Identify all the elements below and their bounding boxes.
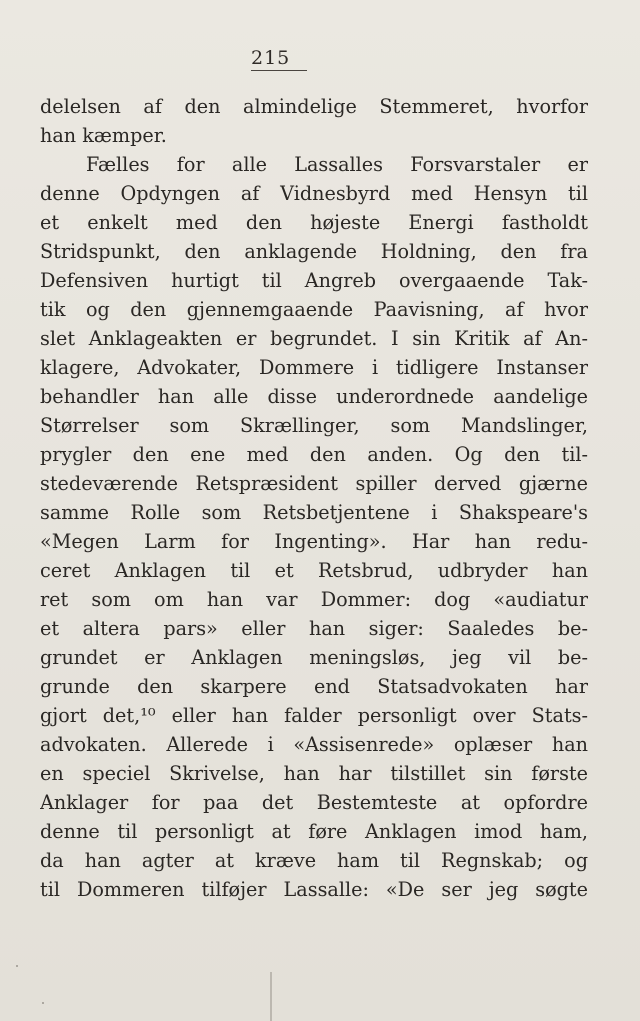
text-line: behandler han alle disse underordnede aandelige [40,385,588,408]
text-line: grundet er Anklagen meningsløs, jeg vil be- [40,646,588,669]
text-line: tik og den gjennemgaaende Paavisning, af hvor [40,298,588,321]
text-line: prygler den ene med den anden. Og den til- [40,443,588,466]
text-line: denne Opdyngen af Vidnesbyrd med Hensyn til [40,182,588,205]
paper-speck [16,965,18,967]
text-line: denne til personligt at føre Anklagen imod ham, [40,820,588,843]
text-line: «Megen Larm for Ingenting». Har han redu- [40,530,588,553]
text-line: da han agter at kræve ham til Regnskab; og [40,849,588,872]
text-line: et enkelt med den højeste Energi fastholdt [40,211,588,234]
paper-speck [42,1002,44,1004]
text-line: gjort det,¹⁰ eller han falder personligt over Stats- [40,704,588,727]
text-line: Størrelser som Skrællinger, som Mandslinger, [40,414,588,437]
text-line: et altera pars» eller han siger: Saaledes be- [40,617,588,640]
text-line: samme Rolle som Retsbetjentene i Shakspeare's [40,501,588,524]
text-line: Stridspunkt, den anklagende Holdning, den fra [40,240,588,263]
text-line: slet Anklageakten er begrundet. I sin Kritik af An- [40,327,588,350]
text-line: ret som om han var Dommer: dog «audiatur [40,588,588,611]
text-line: klagere, Advokater, Dommere i tidligere Instanser [40,356,588,379]
text-line: til Dommeren tilføjer Lassalle: «De ser jeg søgte [40,878,588,901]
page-fold-line [270,972,272,1021]
text-line: Fælles for alle Lassalles Forsvarstaler er [86,153,588,176]
text-line: delelsen af den almindelige Stemmeret, hvorfor [40,95,588,118]
text-line: stedeværende Retspræsident spiller derved gjærne [40,472,588,495]
text-line: advokaten. Allerede i «Assisenrede» oplæser han [40,733,588,756]
body-text [40,92,588,904]
text-line: Anklager for paa det Bestemteste at opfordre [40,791,588,814]
text-line: han kæmper. [40,124,167,147]
text-line: grunde den skarpere end Statsadvokaten har [40,675,588,698]
text-line: Defensiven hurtigt til Angreb overgaaende Tak- [40,269,588,292]
text-line: ceret Anklagen til et Retsbrud, udbryder han [40,559,588,582]
page-number: 215 [251,47,307,71]
text-line: en speciel Skrivelse, han har tilstillet sin første [40,762,588,785]
